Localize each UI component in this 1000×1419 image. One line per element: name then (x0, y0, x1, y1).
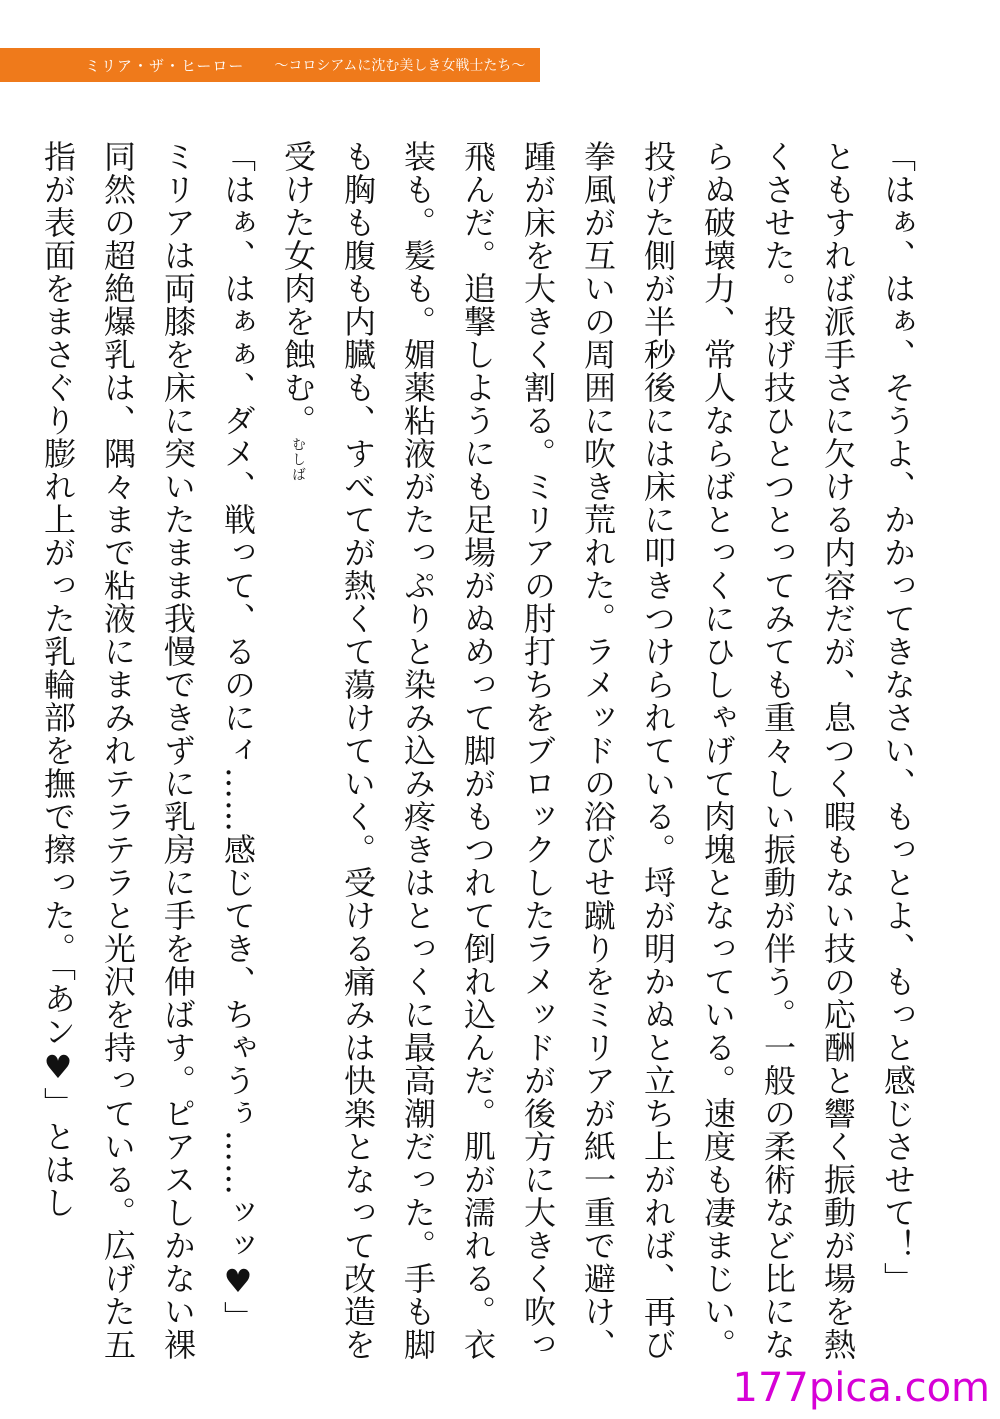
watermark-link[interactable]: 177pica.com (732, 1365, 990, 1411)
paragraph-4: ミリアは両膝を床に突いたまま我慢できずに乳房に手を伸ばす。ピアスしかない裸同然の超絶爆乳は、隅々まで粘液にまみれテラテラと光沢を持っている。広げた五指が表面をまさぐり膨れ上がった乳輪部を撫で擦った。「あン♥」とはし (39, 140, 197, 1361)
paragraph-1: 「はぁ、はぁ、そうよ、かかってきなさい、もっとよ、もっと感じさせて！」 (879, 140, 917, 1295)
paragraph-2-text: ともすれば派手さに欠ける内容だが、息つく暇もない技の応酬と響く振動が場を熱くさせた。投げ技ひとつとってみても重々しい振動が伴う。一般の柔術など比にならぬ破壊力、常人ならばとっくにひしゃげて肉塊となっている。速度も凄まじい。投げた側が半秒後には床に叩きつけられている。埒が明かぬと立ち上がれば、再び拳風が互いの周囲に吹き荒れた。ラメッドの浴びせ蹴りをミリアが紙一重で避け、踵が床を大きく割る。ミリアの肘打ちをブロックしたラメッドが後方に大きく吹っ飛んだ。追撃しようにも足場がぬめって脚がもつれて倒れ込んだ。肌が濡れる。衣装も。髪も。媚薬粘液がたっぷりと染み込み疼きはとっくに最高潮だった。手も脚も胸も腹も内臓も、すべてが熱くて蕩けていく。受ける痛みは快楽となって改造を受けた女肉を蝕む。 (279, 140, 857, 1361)
paragraph-3: 「はぁ、はぁぁ、ダメ、戦って、るのにィ……感じてき、ちゃうぅ……ッッ♥」 (219, 140, 257, 1334)
ruby-reading-note: むしば (290, 437, 306, 482)
chapter-header-bar (0, 48, 540, 82)
vertical-text-body (39, 140, 928, 1370)
series-title: ミリア・ザ・ヒーロー (85, 56, 245, 75)
paragraph-2 (268, 140, 868, 1370)
series-subtitle: 〜コロシアムに沈む美しき女戦士たち〜 (274, 58, 526, 74)
